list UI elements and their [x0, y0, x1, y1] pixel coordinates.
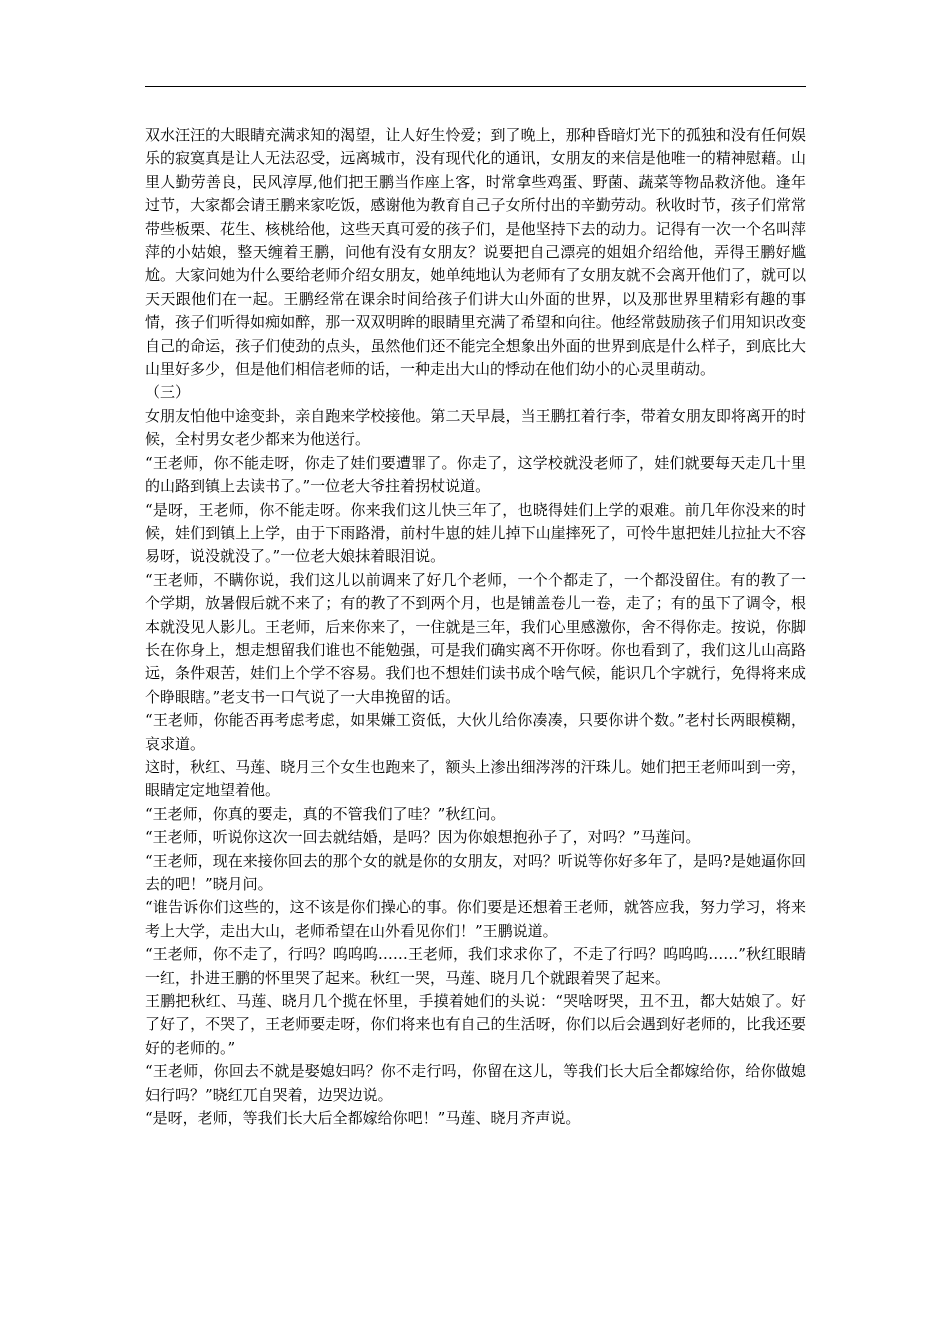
paragraph: “王老师，你真的要走，真的不管我们了哇？”秋红问。	[145, 804, 506, 823]
header-rule	[145, 86, 806, 87]
document-body	[145, 124, 806, 1130]
paragraph: “王老师，听说你这次一回去就结婚，是吗？因为你娘想抱孙子了，对吗？”马莲问。	[145, 828, 701, 847]
paragraph: “是呀，老师，等我们长大后全都嫁给你吧！”马莲、晓月齐声说。	[145, 1109, 581, 1128]
paragraph: “王老师，你回去不就是娶媳妇吗？你不走行吗，你留在这儿，等我们长大后全都嫁给你，给你做媳妇行吗？”晓红兀自哭着，边哭边说。	[145, 1062, 806, 1104]
paragraph: 这时，秋红、马莲、晓月三个女生也跑来了，额头上渗出细涔涔的汗珠儿。她们把王老师叫到一旁，眼睛定定地望着他。	[145, 757, 806, 800]
paragraph: “是呀，王老师，你不能走呀。你来我们这儿快三年了，也晓得娃们上学的艰难。前几年你没来的时候，娃们到镇上上学，由于下雨路滑，前村牛崽的娃儿掉下山崖摔死了，可怜牛崽把娃儿拉扯大不容易呀，说没就没了。”一位老大娘抹着眼泪说。	[145, 500, 806, 566]
paragraph: “王老师，不瞒你说，我们这儿以前调来了好几个老师，一个个都走了，一个都没留住。有的教了一个学期，放暑假后就不来了；有的教了不到两个月，也是铺盖卷儿一卷，走了；有的虽下了调令，根本就没见人影儿。王老师，后来你来了，一住就是三年，我们心里感激你，舍不得你走。按说，你脚长在你身上，想走想留我们谁也不能勉强，可是我们确实离不开你呀。你也看到了，我们这儿山高路远，条件艰苦，娃们上个学不容易。我们也不想娃们读书成个啥气候，能识几个字就行，免得将来成个睁眼瞎。”老支书一口气说了一大串挽留的话。	[145, 570, 806, 706]
paragraph: “王老师，你不能走呀，你走了娃们要遭罪了。你走了，这学校就没老师了，娃们就要每天走几十里的山路到镇上去读书了。”一位老大爷拄着拐杖说道。	[145, 453, 806, 496]
paragraph: “谁告诉你们这些的，这不该是你们操心的事。你们要是还想着王老师，就答应我，努力学习，将来考上大学，走出大山，老师希望在山外看见你们！”王鹏说道。	[145, 898, 806, 940]
paragraph: 双水汪汪的大眼睛充满求知的渴望，让人好生怜爱；到了晚上，那种昏暗灯光下的孤独和没有任何娱乐的寂寞真是让人无法忍受，远离城市，没有现代化的通讯，女朋友的来信是他唯一的精神慰藉。山里人勤劳善良，民风淳厚,他们把王鹏当作座上客，时常拿些鸡蛋、野菌、蔬菜等物品救济他。逢年过节，大家都会请王鹏来家吃饭，感谢他为教育自己子女所付出的辛勤劳动。秋收时节，孩子们常常带些板栗、花生、核桃给他，这些天真可爱的孩子们，是他坚持下去的动力。记得有一次一个名叫萍萍的小姑娘，整天缠着王鹏，问他有没有女朋友？说要把自己漂亮的姐姐介绍给他，弄得王鹏好尴尬。大家问她为什么要给老师介绍女朋友，她单纯地认为老师有了女朋友就不会离开他们了，就可以天天跟他们在一起。王鹏经常在课余时间给孩子们讲大山外面的世界，以及那世界里精彩有趣的事情，孩子们听得如痴如醉，那一双双明眸的眼睛里充满了希望和向往。他经常鼓励孩子们用知识改变自己的命运，孩子们使劲的点头，虽然他们还不能完全想象出外面的世界到底是什么样子，到底比大山里好多少，但是他们相信老师的话，一种走出大山的悸动在他们幼小的心灵里萌动。	[145, 126, 806, 379]
paragraph: “王老师，现在来接你回去的那个女的就是你的女朋友，对吗？听说等你好多年了，是吗?是她逼你回去的吧！”晓月问。	[145, 851, 806, 893]
section-heading: （三）	[145, 383, 191, 402]
paragraph: 王鹏把秋红、马莲、晓月几个揽在怀里，手摸着她们的头说：“哭啥呀哭，丑不丑，都大姑娘了。好了好了，不哭了，王老师要走呀，你们将来也有自己的生活呀，你们以后会遇到好老师的，比我还要好的老师的。”	[145, 992, 806, 1057]
paragraph: “王老师，你能否再考虑考虑，如果嫌工资低，大伙儿给你凑凑，只要你讲个数。”老村长两眼模糊，哀求道。	[145, 711, 806, 753]
paragraph: “王老师，你不走了，行吗？呜呜呜……王老师，我们求求你了，不走了行吗？呜呜呜……”秋红眼睛一红，扑进王鹏的怀里哭了起来。秋红一哭，马莲、晓月几个就跟着哭了起来。	[145, 945, 806, 987]
paragraph: 女朋友怕他中途变卦，亲自跑来学校接他。第二天早晨，当王鹏扛着行李，带着女朋友即将离开的时候，全村男女老少都来为他送行。	[145, 406, 806, 449]
